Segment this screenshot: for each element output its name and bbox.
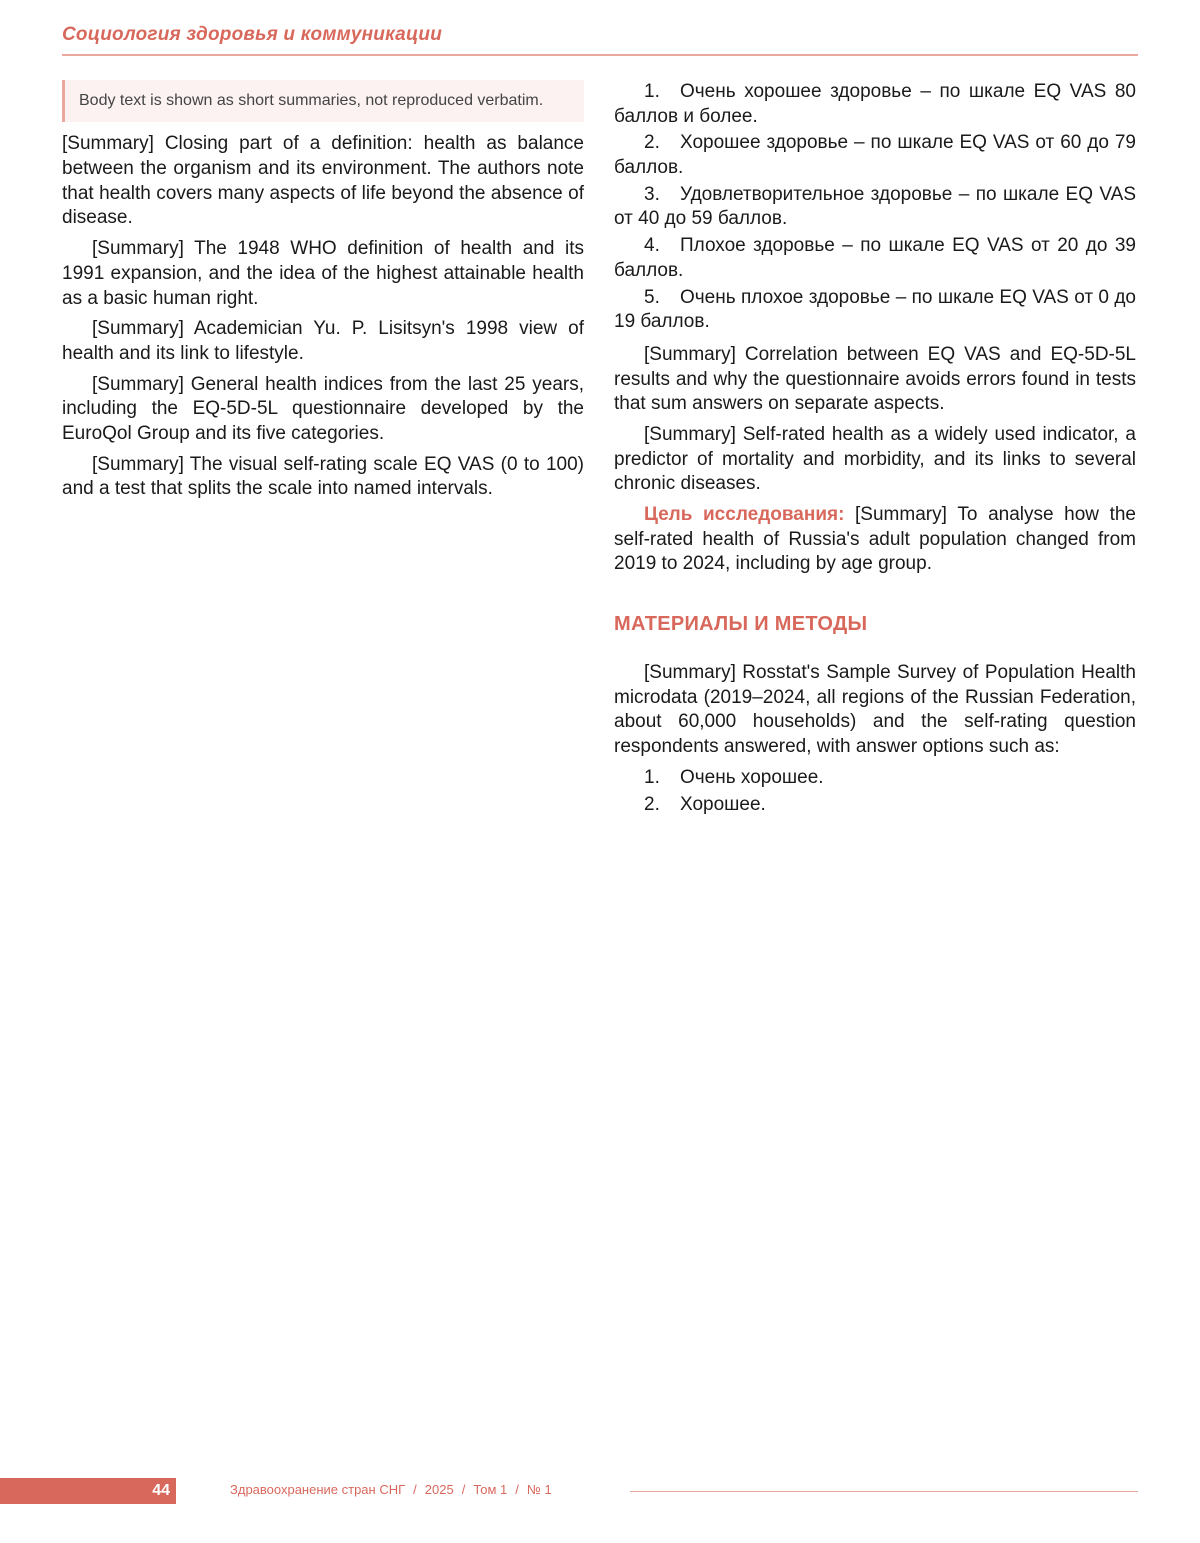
list-item: 1. Очень хорошее здоровье – по шкале EQ VAS 80 баллов и более.: [614, 81, 1136, 127]
header-rule: [62, 54, 1138, 56]
paragraph: [Summary] Correlation between EQ VAS and EQ-5D-5L results and why the questionnaire avoids errors found in tests that sum answers on separate aspects.: [614, 343, 1136, 415]
paragraph: [Summary] Closing part of a definition: health as balance between the organism and its environment. The authors note that health covers many aspects of life beyond the absence of disease.: [62, 133, 584, 229]
paragraph: [Summary] Self-rated health as a widely used indicator, a predictor of mortality and morbidity, and its links to several chronic diseases.: [614, 423, 1136, 495]
page-footer: [0, 1478, 1200, 1506]
journal-section-title: Социология здоровья и коммуникации: [62, 24, 443, 45]
footer-year: 2025: [424, 1482, 454, 1497]
answer-options-list: [614, 766, 1136, 817]
content-note: Body text is shown as short summaries, not reproduced verbatim.: [62, 80, 584, 122]
paragraph: [Summary] Academician Yu. P. Lisitsyn's 1998 view of health and its link to lifestyle.: [62, 318, 584, 364]
list-item: 3. Удовлетворительное здоровье – по шкале EQ VAS от 40 до 59 баллов.: [614, 183, 1136, 230]
section-heading: МАТЕРИАЛЫ И МЕТОДЫ: [614, 613, 868, 636]
paragraph: [Summary] General health indices from the last 25 years, including the EQ-5D-5L questionnaire developed by the EuroQol Group and its five categories.: [62, 373, 584, 444]
study-goal-paragraph: [614, 503, 1136, 577]
left-column: [62, 80, 584, 508]
study-goal-label: Цель исследования:: [644, 504, 845, 525]
footer-citation: Здравоохранение стран СНГ / 2025 / Том 1 / № 1: [230, 1482, 552, 1497]
right-column: [614, 80, 1136, 825]
paragraph: [Summary] The visual self-rating scale EQ VAS (0 to 100) and a test that splits the scale into named intervals.: [62, 453, 584, 500]
study-goal-text: [Summary] To analyse how the self-rated health of Russia's adult population changed from 2019 to 2024, including by age group.: [614, 504, 1136, 575]
list-item: 1. Очень хорошее.: [644, 766, 824, 788]
eq-vas-scale-list: [614, 80, 1136, 335]
page-number: 44: [0, 1478, 176, 1504]
list-item: 5. Очень плохое здоровье – по шкале EQ VAS от 0 до 19 баллов.: [614, 286, 1136, 333]
footer-volume: Том 1: [473, 1482, 508, 1497]
paragraph: [Summary] Rosstat's Sample Survey of Population Health microdata (2019–2024, all regions of the Russian Federation, about 60,000 households) and the self-rating question respondents answered, with answer options such as:: [614, 662, 1136, 758]
footer-rule: [630, 1491, 1138, 1492]
list-item: 2. Хорошее.: [644, 793, 766, 815]
paragraph: [Summary] The 1948 WHO definition of health and its 1991 expansion, and the idea of the highest attainable health as a basic human right.: [62, 238, 584, 309]
running-header: [62, 24, 1138, 56]
footer-issue: № 1: [526, 1482, 552, 1497]
list-item: 2. Хорошее здоровье – по шкале EQ VAS от 60 до 79 баллов.: [614, 132, 1136, 179]
footer-journal-name: Здравоохранение стран СНГ: [230, 1482, 406, 1497]
list-item: 4. Плохое здоровье – по шкале EQ VAS от 20 до 39 баллов.: [614, 235, 1136, 281]
